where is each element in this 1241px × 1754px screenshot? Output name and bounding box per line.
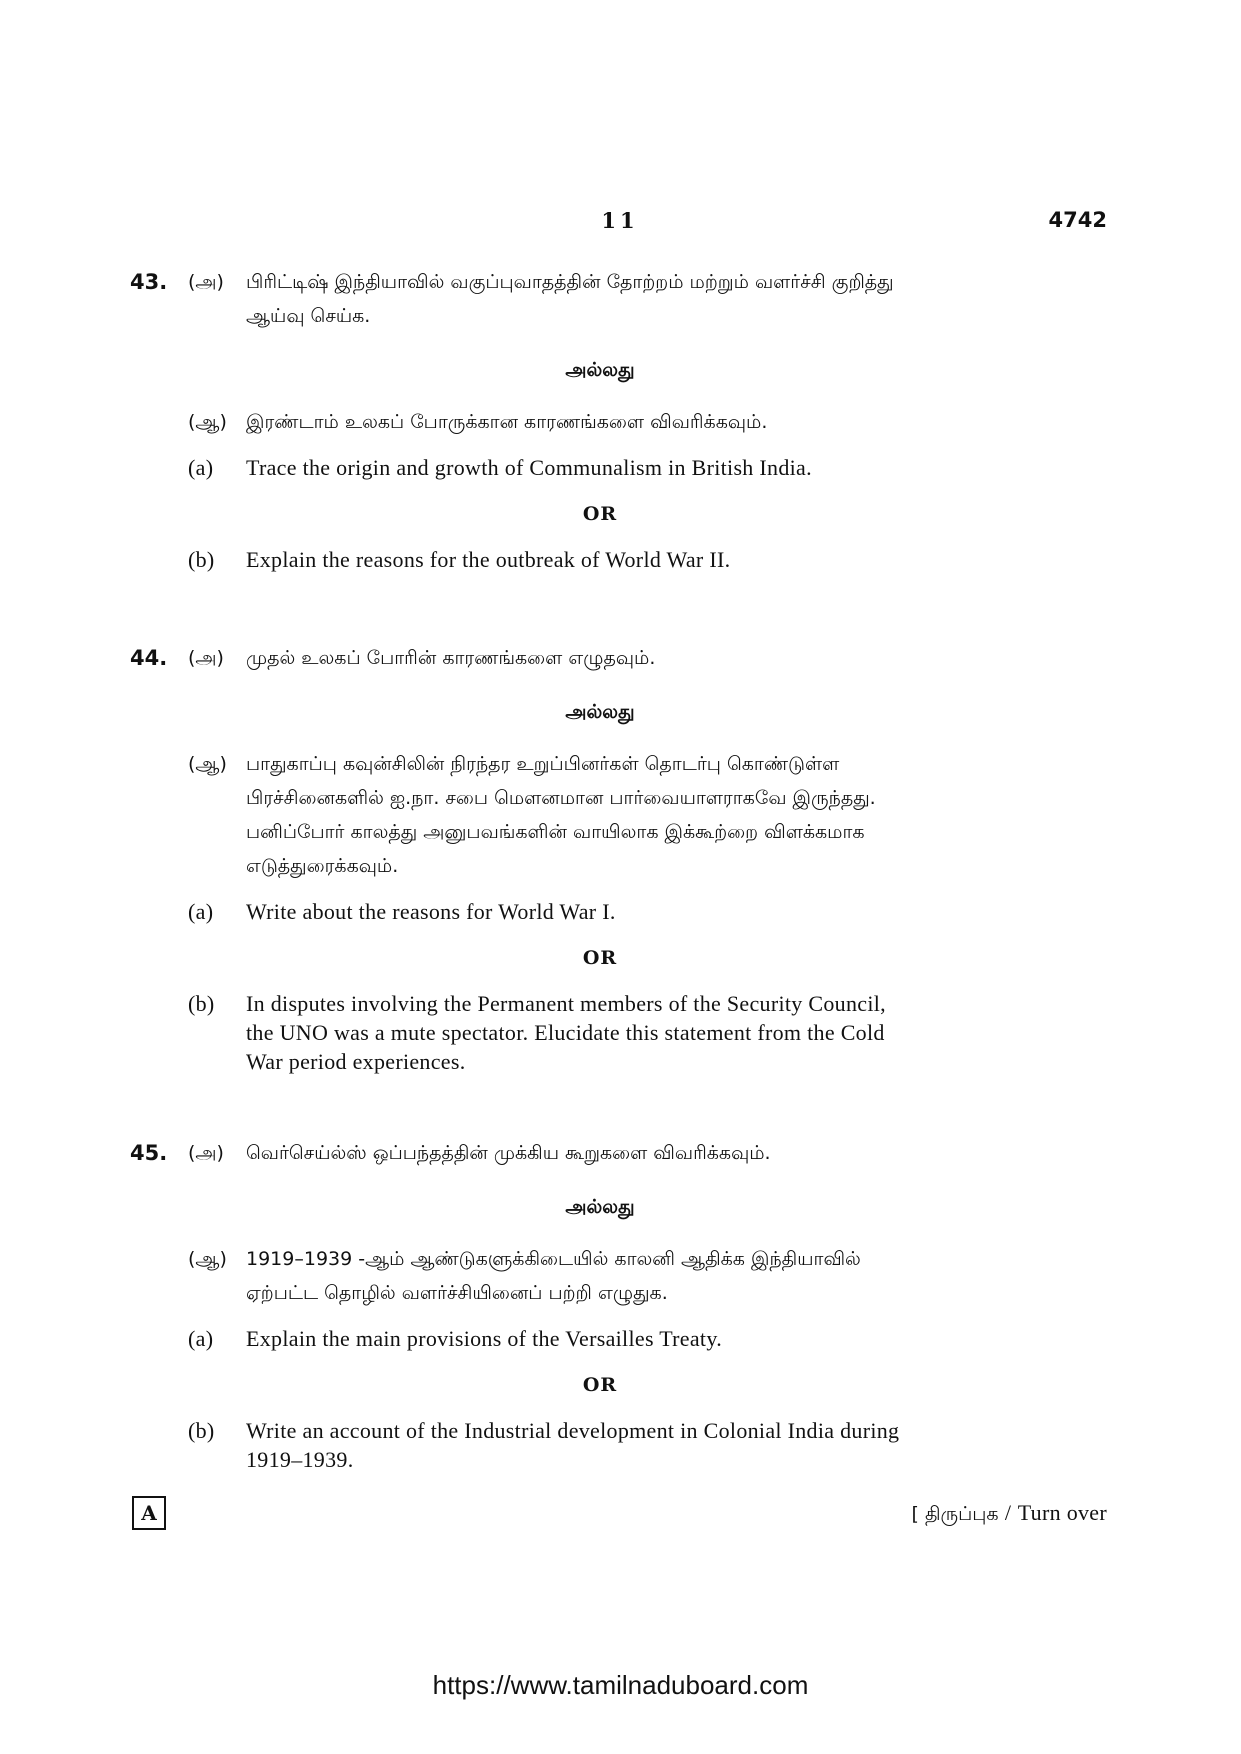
english-a-line: Write about the reasons for World War I. — [246, 899, 616, 924]
english-b-label: (b) — [188, 1418, 215, 1443]
tamil-a-line: பிரிட்டிஷ் இந்தியாவில் வகுப்புவாதத்தின் தோற்றம் மற்றும் வளர்ச்சி குறித்து — [246, 271, 894, 293]
tamil-b-label: (ஆ) — [188, 411, 227, 433]
version-box: A — [132, 1496, 166, 1530]
tamil-or: அல்லது — [565, 359, 635, 381]
tamil-a-label: (அ) — [188, 271, 224, 293]
paper-code: 4742 — [1048, 208, 1107, 232]
tamil-b-line: பனிப்போர் காலத்து அனுபவங்களின் வாயிலாக இக்கூற்றை விளக்கமாக — [246, 821, 865, 843]
turn-over-note — [912, 1500, 1108, 1528]
question-number: 44. — [130, 646, 168, 670]
page-number: 11 — [601, 208, 639, 233]
english-a-line: Explain the main provisions of the Versailles Treaty. — [246, 1326, 723, 1351]
tamil-a-label: (அ) — [188, 1142, 224, 1164]
tamil-a-label: (அ) — [188, 647, 224, 669]
tamil-a-line: முதல் உலகப் போரின் காரணங்களை எழுதவும். — [246, 647, 656, 669]
tamil-b-line: 1919–1939 -ஆம் ஆண்டுகளுக்கிடையில் காலனி ஆதிக்க இந்தியாவில் — [246, 1248, 861, 1270]
tamil-b-line: பாதுகாப்பு கவுன்சிலின் நிரந்தர உறுப்பினர்கள் தொடர்பு கொண்டுள்ள — [246, 753, 840, 775]
english-or: OR — [582, 947, 618, 969]
question-number: 45. — [130, 1141, 168, 1165]
tamil-a-line: ஆய்வு செய்க. — [246, 305, 371, 327]
tamil-a-line: வெர்செய்ல்ஸ் ஒப்பந்தத்தின் முக்கிய கூறுகளை விவரிக்கவும். — [246, 1142, 771, 1164]
english-a-label: (a) — [188, 1326, 214, 1351]
english-b-label: (b) — [188, 547, 215, 572]
english-b-line: Explain the reasons for the outbreak of World War II. — [246, 547, 731, 572]
english-a-label: (a) — [188, 455, 214, 480]
tamil-b-line: பிரச்சினைகளில் ஐ.நா. சபை மௌனமான பார்வையாளராகவே இருந்தது. — [246, 787, 876, 809]
turn-over-separator: / — [1004, 1500, 1012, 1525]
english-b-line: Write an account of the Industrial development in Colonial India during — [246, 1418, 900, 1443]
tamil-or: அல்லது — [565, 701, 635, 723]
tamil-b-line: ஏற்பட்ட தொழில் வளர்ச்சியினைப் பற்றி எழுதுக. — [246, 1282, 668, 1304]
tamil-b-label: (ஆ) — [188, 1248, 227, 1270]
question-number: 43. — [130, 270, 168, 294]
english-a-label: (a) — [188, 899, 214, 924]
english-b-line: the UNO was a mute spectator. Elucidate this statement from the Cold — [246, 1020, 885, 1045]
english-b-line: War period experiences. — [246, 1049, 466, 1074]
english-or: OR — [582, 1374, 618, 1396]
english-a-line: Trace the origin and growth of Communalism in British India. — [246, 455, 812, 480]
tamil-b-line: இரண்டாம் உலகப் போருக்கான காரணங்களை விவரிக்கவும். — [246, 411, 768, 433]
turn-over-tamil: [ திருப்புக — [911, 1503, 999, 1525]
footer-url-link[interactable]: https://www.tamilnaduboard.com — [432, 1670, 809, 1700]
tamil-b-line: எடுத்துரைக்கவும். — [246, 855, 399, 877]
english-b-line: 1919–1939. — [246, 1447, 354, 1472]
tamil-or: அல்லது — [565, 1196, 635, 1218]
turn-over-english: Turn over — [1017, 1500, 1107, 1525]
english-or: OR — [582, 503, 618, 525]
english-b-label: (b) — [188, 991, 215, 1016]
english-b-line: In disputes involving the Permanent members of the Security Council, — [246, 991, 886, 1016]
tamil-b-label: (ஆ) — [188, 753, 227, 775]
